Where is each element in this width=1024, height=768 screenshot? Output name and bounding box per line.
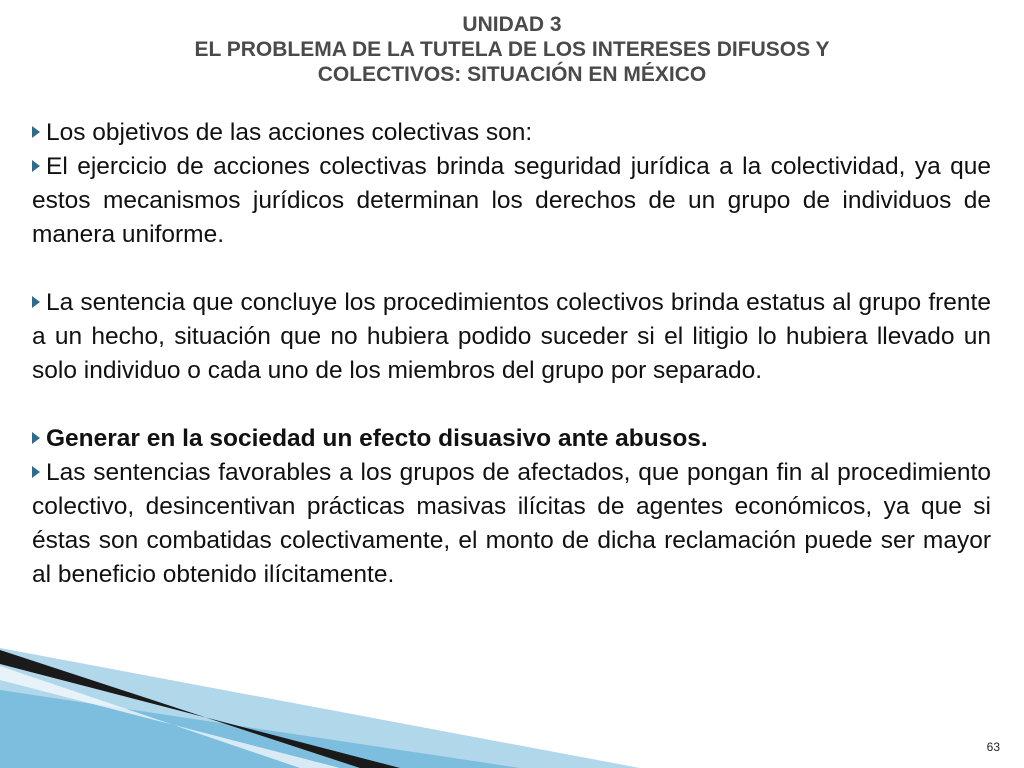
- slide-body: [32, 116, 991, 592]
- page-number: 63: [986, 740, 1000, 754]
- title-line-1: UNIDAD 3: [462, 13, 562, 36]
- bullet-text: La sentencia que concluye los procedimientos colectivos brinda estatus al grupo frente a un hecho, situación que no hubiera podido suceder si el litigio lo hubiera llevado un solo individuo o cada uno de los miembros del grupo por separado.: [32, 289, 991, 384]
- title-line-2: EL PROBLEMA DE LA TUTELA DE LOS INTERESES DIFUSOS Y: [194, 38, 830, 61]
- bottom-decoration: [0, 620, 1024, 768]
- bullet-text: Generar en la sociedad un efecto disuasivo ante abusos.: [46, 425, 708, 452]
- title-line-3: COLECTIVOS: SITUACIÓN EN MÉXICO: [317, 63, 707, 86]
- bullet-item: [32, 422, 991, 456]
- bullet-item: [32, 456, 991, 592]
- bullet-arrow-icon: [32, 466, 40, 478]
- bullet-arrow-icon: [32, 296, 40, 308]
- spacer: [32, 388, 991, 422]
- bullet-item: [32, 150, 991, 252]
- bullet-text: Los objetivos de las acciones colectivas son:: [46, 119, 533, 146]
- bullet-item: [32, 286, 991, 388]
- bullet-text: El ejercicio de acciones colectivas brinda seguridad jurídica a la colectividad, ya que estos mecanismos jurídicos determinan los derechos de un grupo de individuos de manera uniforme.: [32, 153, 991, 248]
- spacer: [32, 252, 991, 286]
- bullet-arrow-icon: [32, 126, 40, 138]
- bullet-text: Las sentencias favorables a los grupos de afectados, que pongan fin al procedimiento colectivo, desincentivan prácticas masivas ilícitas de agentes económicos, ya que si éstas son combatidas colectivamente, el monto de dicha reclamación puede ser mayor al beneficio obtenido ilícitamente.: [32, 459, 991, 588]
- bullet-arrow-icon: [32, 160, 40, 172]
- bullet-item: [32, 116, 991, 150]
- slide-title: [0, 12, 1024, 87]
- bullet-arrow-icon: [32, 432, 40, 444]
